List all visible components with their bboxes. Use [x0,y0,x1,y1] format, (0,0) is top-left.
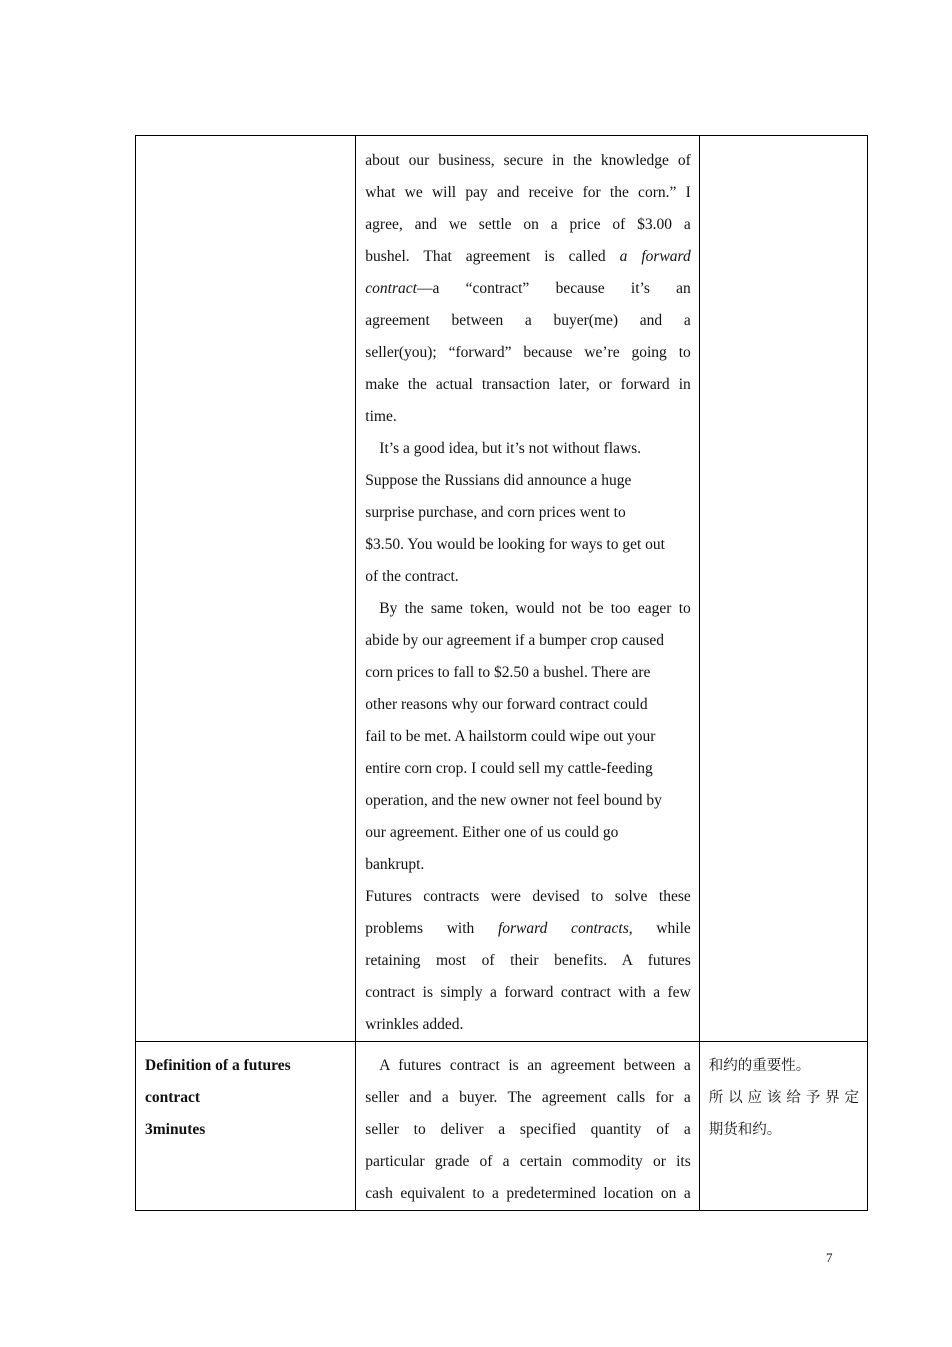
italic-term: contract [365,280,417,297]
text-line: entire corn crop. I could sell my cattle-feeding [365,760,653,777]
text-line: Suppose the Russians did announce a huge [365,472,632,489]
text-line: operation, and the new owner not feel bound by [365,792,662,809]
note-line: 所以应该给予界定 [708,1090,859,1106]
text-line: about our business, secure in the knowledge of [365,152,691,169]
text-line: corn prices to fall to $2.50 a bushel. There are [365,664,651,681]
text-line: abide by our agreement if a bumper crop caused [365,632,664,649]
text-line: By the same token, would not be too eager to [379,600,691,617]
text-line [365,273,690,305]
text-line: agreement between a buyer(me) and a [365,312,691,329]
table-row [136,136,868,1042]
page-number: 7 [826,1250,833,1265]
text-line [365,913,690,945]
text-line: wrinkles added. [365,1016,464,1033]
text-line: time. [365,408,397,425]
note-line: 和约的重要性。 [708,1058,811,1074]
text-line: our agreement. Either one of us could go [365,824,619,841]
text-line: cash equivalent to a predetermined location on a [365,1185,691,1202]
text-line: It’s a good idea, but it’s not without flaws. [379,440,642,457]
notes-cell [699,1042,867,1211]
text-line: other reasons why our forward contract could [365,696,648,713]
italic-term: forward contracts [497,920,629,937]
text-line: seller(you); “forward” because we’re going to [365,344,691,361]
text-line: what we will pay and receive for the corn.” I [365,184,691,201]
text-line: contract is simply a forward contract with a few [365,984,691,1001]
lesson-plan-table [135,135,868,1211]
section-title: contract [145,1089,201,1106]
text-run: problems with [365,920,498,937]
text-run: , while [628,920,691,937]
text-line: seller and a buyer. The agreement calls for a [365,1089,691,1106]
text-line: of the contract. [365,568,459,585]
section-label-cell [136,1042,356,1211]
content-cell [356,136,699,1042]
text-line: A futures contract is an agreement between a [379,1057,691,1074]
text-run: bushel. That agreement is called [365,248,620,265]
text-line: agree, and we settle on a price of $3.00 a [365,216,691,233]
text-line: surprise purchase, and corn prices went to [365,504,626,521]
table-row [136,1042,868,1211]
text-line: fail to be met. A hailstorm could wipe out your [365,728,656,745]
note-line: 期货和约。 [708,1122,782,1138]
text-line [365,241,690,273]
italic-term: a forward [619,248,691,265]
text-line: seller to deliver a specified quantity of a [365,1121,691,1138]
notes-cell [699,136,867,1042]
content-cell [356,1042,699,1211]
section-label-cell [136,136,356,1042]
text-line: particular grade of a certain commodity or its [365,1153,691,1170]
section-title: Definition of a futures [145,1057,291,1074]
text-line: Futures contracts were devised to solve these [365,888,691,905]
section-duration: 3minutes [145,1121,206,1138]
text-line: $3.50. You would be looking for ways to get out [365,536,665,553]
text-run: —a “contract” because it’s an [416,280,691,297]
text-line: bankrupt. [365,856,425,873]
text-line: retaining most of their benefits. A futures [365,952,691,969]
text-line: make the actual transaction later, or forward in [365,376,691,393]
